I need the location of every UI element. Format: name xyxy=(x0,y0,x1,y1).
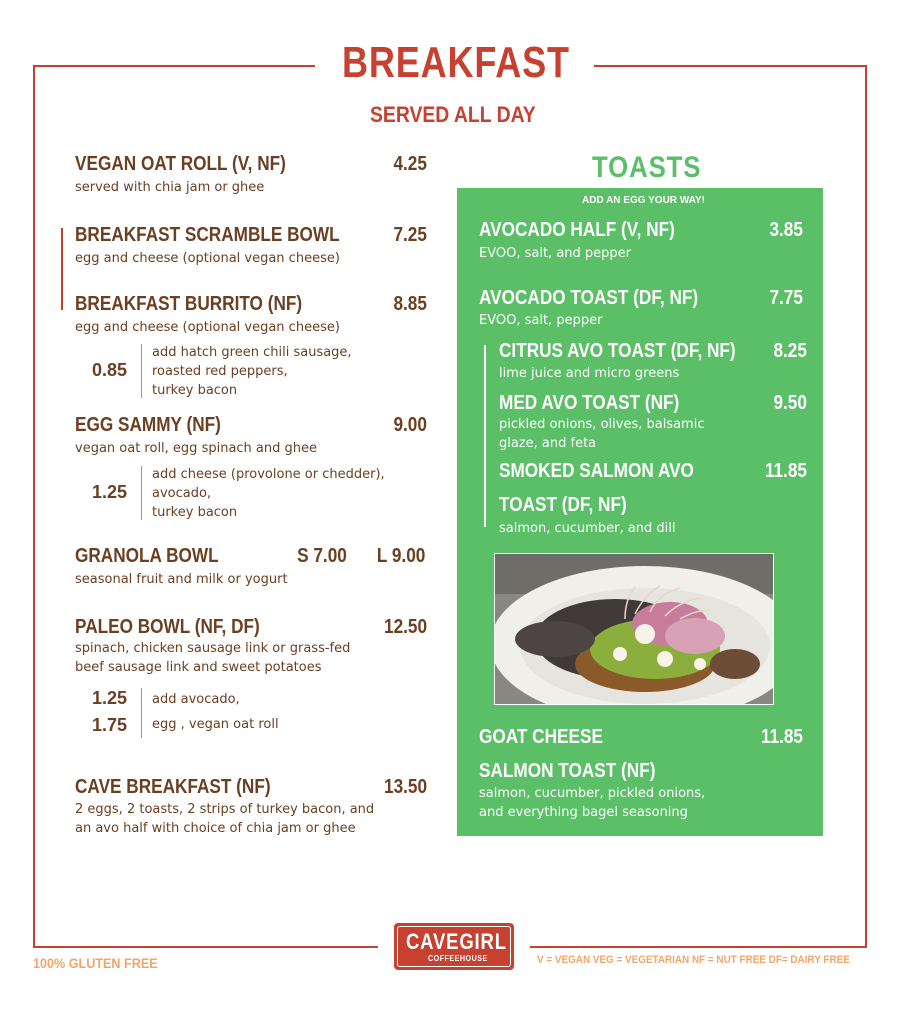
addon-divider xyxy=(141,688,142,738)
item-price: 13.50 xyxy=(383,776,427,798)
item-desc: spinach, chicken sausage link or grass-fed xyxy=(75,641,351,656)
item-desc: served with chia jam or ghee xyxy=(75,180,265,195)
logo-main-text: CAVEGIRL xyxy=(406,929,507,954)
item-name: VEGAN OAT ROLL (V, NF) xyxy=(75,153,286,175)
addon-text: turkey bacon xyxy=(152,505,238,520)
toast-name: TOAST (DF, NF) xyxy=(499,494,627,516)
item-price-small: S 7.00 xyxy=(297,545,347,567)
toast-desc: lime juice and micro greens xyxy=(499,366,680,381)
frame-bottom-right xyxy=(530,946,867,948)
toasts-title: TOASTS xyxy=(592,151,702,184)
toast-name: AVOCADO TOAST (DF, NF) xyxy=(479,287,699,309)
addon-text: add avocado, xyxy=(152,692,240,707)
addon-price: 1.25 xyxy=(92,482,128,502)
item-desc: egg and cheese (optional vegan cheese) xyxy=(75,320,340,335)
toast-name: AVOCADO HALF (V, NF) xyxy=(479,219,675,241)
toast-desc: salmon, cucumber, pickled onions, xyxy=(479,786,706,801)
frame-bottom-left xyxy=(33,946,378,948)
addon-price: 0.85 xyxy=(92,360,128,380)
toast-divider xyxy=(484,345,486,527)
accent-bar xyxy=(61,228,63,310)
item-desc: an avo half with choice of chia jam or ghee xyxy=(75,821,356,836)
gluten-free-note: 100% GLUTEN FREE xyxy=(33,955,158,971)
item-price: 8.85 xyxy=(393,293,427,315)
toast-name: SALMON TOAST (NF) xyxy=(479,760,656,782)
addon-price: 1.25 xyxy=(92,688,128,708)
toast-price: 8.25 xyxy=(773,340,807,362)
frame-left xyxy=(33,65,35,947)
toast-desc: pickled onions, olives, balsamic xyxy=(499,417,705,432)
item-name: BREAKFAST BURRITO (NF) xyxy=(75,293,303,315)
toast-price: 7.75 xyxy=(769,287,803,309)
avocado-toast-image xyxy=(495,554,773,704)
frame-top-right xyxy=(594,65,867,67)
item-desc: beef sausage link and sweet potatoes xyxy=(75,660,322,675)
toast-price: 9.50 xyxy=(773,392,807,414)
toast-desc: salmon, cucumber, and dill xyxy=(499,521,676,536)
toast-desc: and everything bagel seasoning xyxy=(479,805,688,820)
item-desc: seasonal fruit and milk or yogurt xyxy=(75,572,288,587)
addon-divider xyxy=(141,466,142,520)
item-desc: vegan oat roll, egg spinach and ghee xyxy=(75,441,318,456)
addon-price: 1.75 xyxy=(92,715,128,735)
item-name: GRANOLA BOWL xyxy=(75,545,219,567)
addon-text: egg , vegan oat roll xyxy=(152,717,279,732)
food-photo xyxy=(494,553,774,705)
addon-text: add hatch green chili sausage, xyxy=(152,345,352,360)
item-name: CAVE BREAKFAST (NF) xyxy=(75,776,271,798)
item-desc: egg and cheese (optional vegan cheese) xyxy=(75,251,340,266)
item-price: 12.50 xyxy=(383,616,427,638)
logo-sub-text: COFFEEHOUSE xyxy=(428,954,488,963)
item-name: EGG SAMMY (NF) xyxy=(75,414,221,436)
item-desc: 2 eggs, 2 toasts, 2 strips of turkey bacon, and xyxy=(75,802,375,817)
toast-name: MED AVO TOAST (NF) xyxy=(499,392,680,414)
toast-name: CITRUS AVO TOAST (DF, NF) xyxy=(499,340,736,362)
toast-name: SMOKED SALMON AVO xyxy=(499,460,694,482)
toast-price: 3.85 xyxy=(769,219,803,241)
addon-text: roasted red peppers, xyxy=(152,364,288,379)
toast-desc: EVOO, salt, and pepper xyxy=(479,246,632,261)
toasts-tagline: ADD AN EGG YOUR WAY! xyxy=(582,195,705,206)
item-price: 9.00 xyxy=(393,414,427,436)
item-price: 4.25 xyxy=(393,153,427,175)
toast-name: GOAT CHEESE xyxy=(479,726,603,748)
toast-desc: EVOO, salt, pepper xyxy=(479,313,603,328)
item-price-large: L 9.00 xyxy=(376,545,425,567)
addon-text: turkey bacon xyxy=(152,383,238,398)
cavegirl-logo xyxy=(394,923,514,970)
item-name: PALEO BOWL (NF, DF) xyxy=(75,616,260,638)
toast-price: 11.85 xyxy=(764,460,807,482)
item-name: BREAKFAST SCRAMBLE BOWL xyxy=(75,224,340,246)
addon-divider xyxy=(141,344,142,398)
frame-top-left xyxy=(33,65,315,67)
frame-right xyxy=(865,65,867,947)
toast-desc: glaze, and feta xyxy=(499,436,597,451)
addon-text: avocado, xyxy=(152,486,212,501)
toast-price: 11.85 xyxy=(760,726,803,748)
addon-text: add cheese (provolone or chedder), xyxy=(152,467,385,482)
diet-legend: V = VEGAN VEG = VEGETARIAN NF = NUT FREE DF= DAIRY FREE xyxy=(537,954,850,966)
item-price: 7.25 xyxy=(393,224,427,246)
page-title: BREAKFAST xyxy=(342,38,570,87)
page-subtitle: SERVED ALL DAY xyxy=(370,102,536,127)
